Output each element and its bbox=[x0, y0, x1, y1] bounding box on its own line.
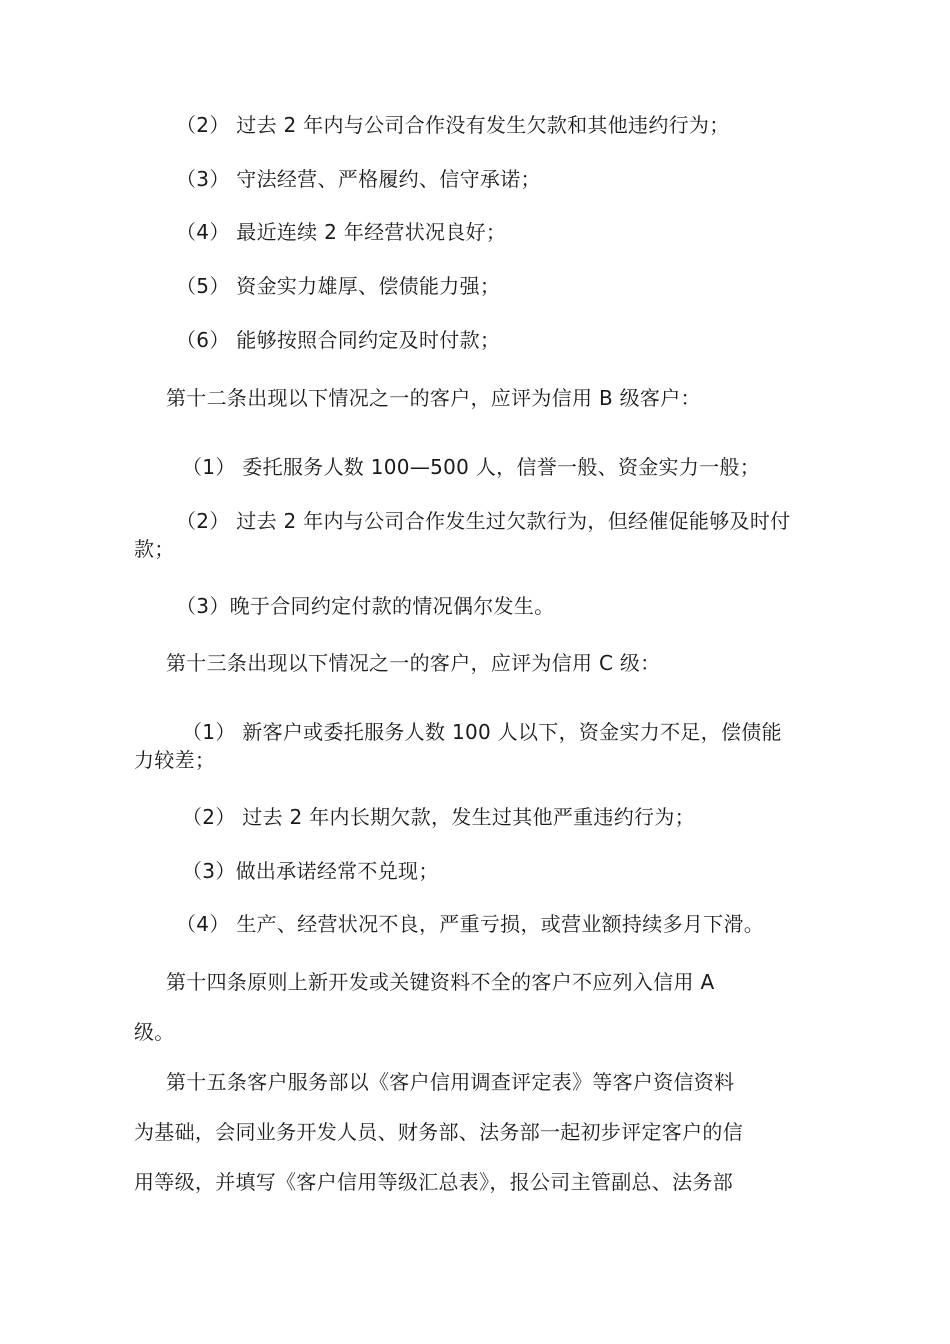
text-line: （3）做出承诺经常不兑现； bbox=[182, 859, 439, 883]
text-line: 为基础，会同业务开发人员、财务部、法务部一起初步评定客户的信 bbox=[134, 1120, 743, 1144]
text-line: 用等级，并填写《客户信用等级汇总表》，报公司主管副总、法务部 bbox=[134, 1170, 733, 1194]
text-line: 第十四条原则上新开发或关键资料不全的客户不应列入信用 A bbox=[166, 970, 715, 994]
text-line: （1） 新客户或委托服务人数 100 人以下，资金实力不足，偿债能 bbox=[182, 720, 782, 744]
text-line: （4） 最近连续 2 年经营状况良好； bbox=[176, 220, 507, 244]
text-line: 级。 bbox=[134, 1020, 175, 1044]
text-line: （2） 过去 2 年内与公司合作没有发生欠款和其他违约行为； bbox=[176, 113, 730, 137]
text-line: （2） 过去 2 年内长期欠款，发生过其他严重违约行为； bbox=[182, 805, 695, 829]
text-line: （3） 守法经营、严格履约、信守承诺； bbox=[176, 167, 541, 191]
text-line: 款； bbox=[134, 537, 175, 561]
text-line: 第十五条客户服务部以《客户信用调查评定表》等客户资信资料 bbox=[166, 1070, 735, 1094]
text-line: 第十三条出现以下情况之一的客户，应评为信用 C 级： bbox=[166, 651, 661, 675]
text-line: （1） 委托服务人数 100—500 人，信誉一般、资金实力一般； bbox=[182, 455, 761, 479]
text-line: （6） 能够按照合同约定及时付款； bbox=[176, 328, 501, 352]
text-line: （2） 过去 2 年内与公司合作发生过欠款行为，但经催促能够及时付 bbox=[176, 509, 791, 533]
text-line: 第十二条出现以下情况之一的客户，应评为信用 B 级客户： bbox=[166, 386, 701, 410]
text-line: （3）晚于合同约定付款的情况偶尔发生。 bbox=[176, 594, 555, 618]
text-line: （4） 生产、经营状况不良，严重亏损，或营业额持续多月下滑。 bbox=[176, 912, 765, 936]
text-line: 力较差； bbox=[134, 748, 216, 772]
text-line: （5） 资金实力雄厚、偿债能力强； bbox=[176, 274, 501, 298]
